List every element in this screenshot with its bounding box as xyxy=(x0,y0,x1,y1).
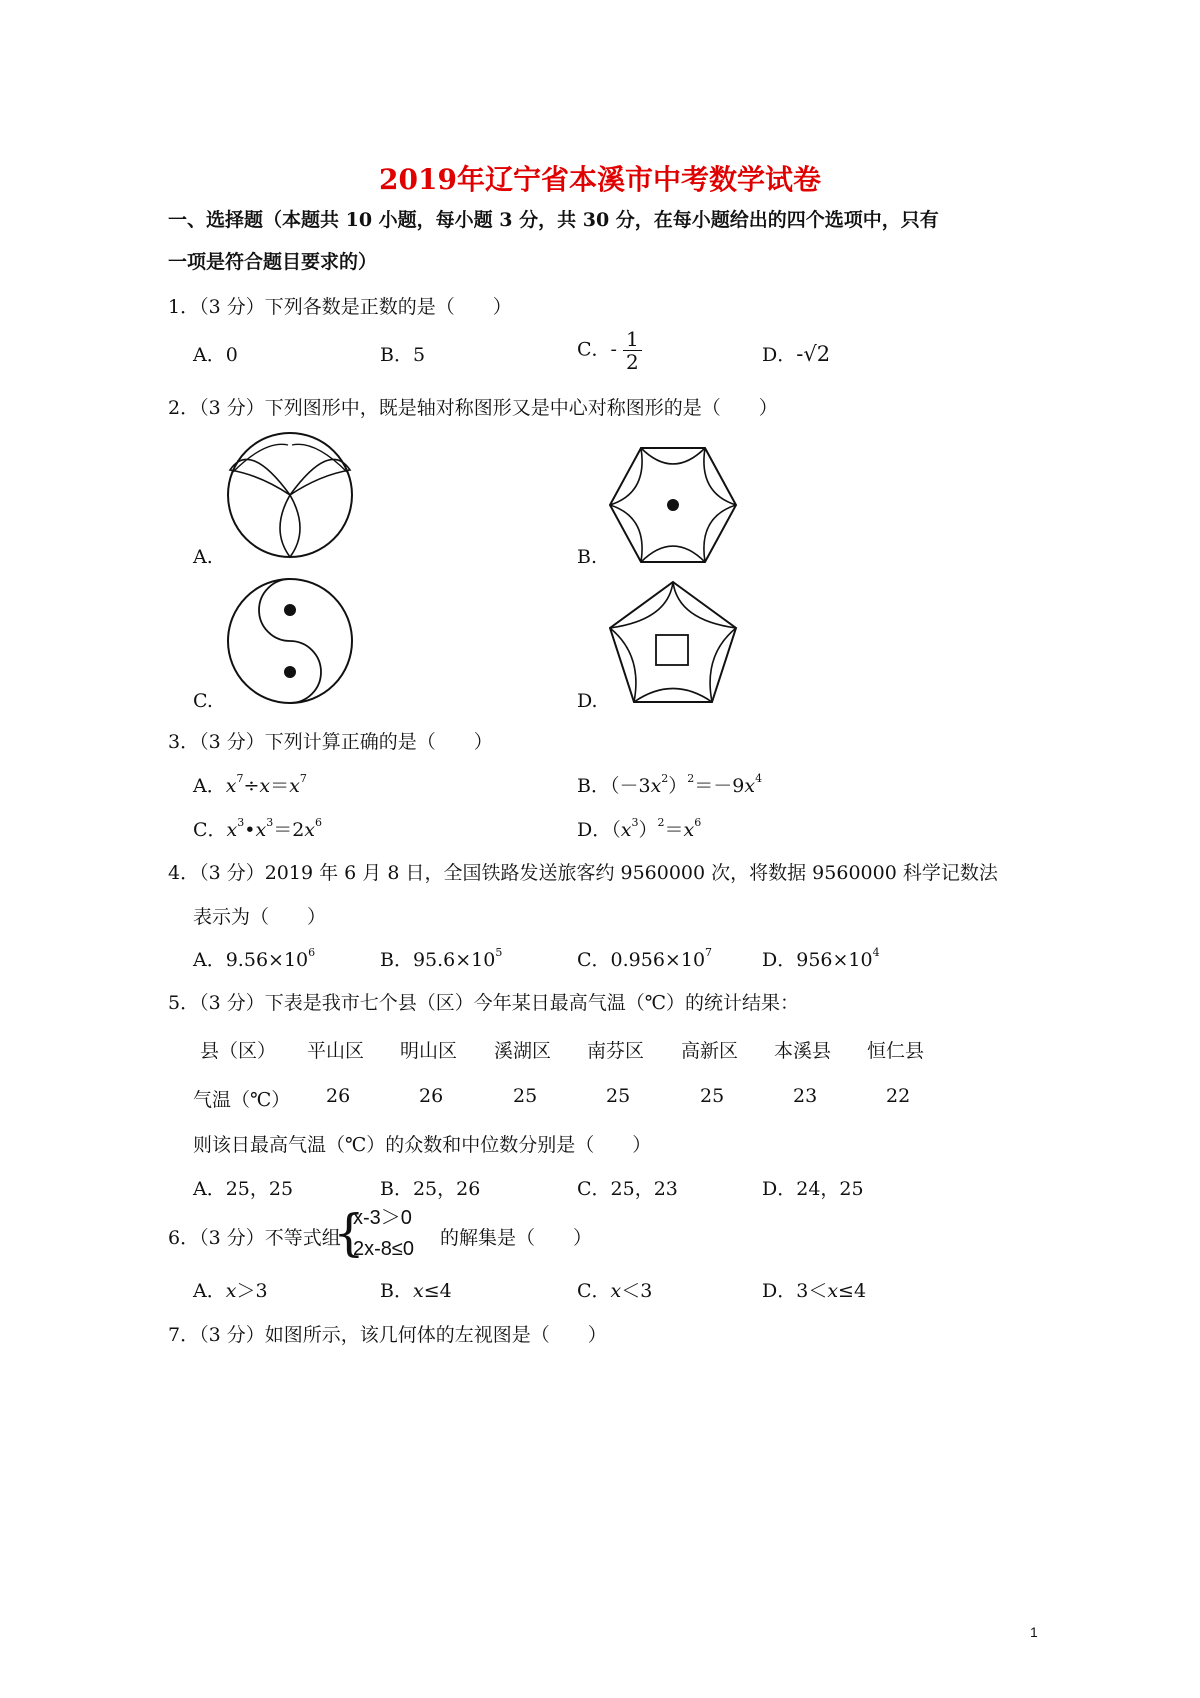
table-header-cell: 溪湖区 xyxy=(494,1040,552,1062)
q6-option-a-label: A． xyxy=(193,1280,226,1302)
q3-option-c-label: C． xyxy=(193,819,227,841)
q5-option-d: D．24，25 xyxy=(762,1178,864,1200)
table-header-cell: 平山区 xyxy=(307,1040,365,1062)
q2-label-c: C. xyxy=(193,690,213,712)
q6-stem-suffix: 的解集是（ ） xyxy=(440,1227,593,1249)
section-heading-line1: 一、选择题（本题共 10 小题，每小题 3 分，共 30 分，在每小题给出的四个选项中，只有 xyxy=(168,209,939,231)
q1-option-c-sign: - xyxy=(610,338,617,361)
table-header-cell: 高新区 xyxy=(681,1040,739,1062)
fraction-numerator: 1 xyxy=(623,328,642,351)
q6-option-d-rest: ≤4 xyxy=(838,1280,867,1302)
q4-option-a xyxy=(193,945,315,972)
q6-option-c-rest: ＜3 xyxy=(621,1280,653,1302)
q6-option-a-var: x xyxy=(225,1280,237,1302)
q1-option-b: B．5 xyxy=(380,344,426,366)
figure-d-pentagon-with-square xyxy=(608,580,738,705)
q1-option-d-value: -√2 xyxy=(796,342,831,366)
q6-option-d-var: x xyxy=(827,1280,839,1302)
table-cell: 25 xyxy=(700,1085,725,1107)
q6-option-a xyxy=(193,1276,268,1303)
q4-option-d-text: D．956×10 xyxy=(762,949,873,971)
q6-option-d-label: D．3＜ xyxy=(762,1280,828,1302)
q3-option-b: B．$(-3x^2)^2=-9x^4$ xyxy=(577,772,763,797)
table-header-cell: 恒仁县 xyxy=(867,1040,925,1062)
q6-option-c-label: C． xyxy=(577,1280,611,1302)
q2-label-d: D. xyxy=(577,690,598,712)
q6-option-a-rest: ＞3 xyxy=(236,1280,268,1302)
fraction-denominator: 2 xyxy=(626,350,639,374)
figure-a-three-petal-circle xyxy=(225,430,355,560)
q5-option-c: C．25，23 xyxy=(577,1178,678,1200)
q4-option-d xyxy=(762,945,880,972)
q3-option-b-label: B． xyxy=(577,775,610,797)
q6-option-b xyxy=(380,1276,452,1303)
q4-option-b-exp: 5 xyxy=(495,946,503,959)
q4-option-a-exp: 6 xyxy=(308,946,316,959)
q2-stem: 2．（3 分）下列图形中，既是轴对称图形又是中心对称图形的是（ ） xyxy=(168,397,778,419)
table-cell: 23 xyxy=(793,1085,818,1107)
q1-option-d xyxy=(762,340,830,367)
q4-option-c xyxy=(577,945,712,972)
q5-option-a: A．25，25 xyxy=(193,1178,294,1200)
q6-option-b-label: B． xyxy=(380,1280,413,1302)
q6-stem-prefix: 6．（3 分）不等式组 xyxy=(168,1227,341,1249)
q1-option-a: A．0 xyxy=(193,344,238,366)
q3-stem: 3．（3 分）下列计算正确的是（ ） xyxy=(168,731,493,753)
system-brace: { xyxy=(333,1204,365,1262)
q6-option-b-rest: ≤4 xyxy=(423,1280,452,1302)
q4-option-c-exp: 7 xyxy=(705,946,713,959)
table-cell: 25 xyxy=(513,1085,538,1107)
section-heading-line2: 一项是符合题目要求的） xyxy=(168,251,378,273)
q1-option-c-fraction xyxy=(623,328,642,373)
q1-option-d-label: D． xyxy=(762,344,797,366)
q4-option-a-text: A．9.56×10 xyxy=(193,949,309,971)
table-header-cell: 县（区） xyxy=(200,1040,277,1062)
q3-option-d: D．$(x^3)^2=x^6$ xyxy=(577,816,702,841)
q6-inequality-2: 2x-8≤0 xyxy=(353,1238,415,1260)
q4-option-d-exp: 4 xyxy=(872,946,880,959)
page-number: 1 xyxy=(1030,1624,1038,1640)
q6-option-b-var: x xyxy=(412,1280,424,1302)
q3-option-c: C．$x^3•x^3=2x^6$ xyxy=(193,816,323,841)
q4-option-b xyxy=(380,945,502,972)
q5-question: 则该日最高气温（℃）的众数和中位数分别是（ ） xyxy=(193,1134,652,1156)
q3-option-a: A．$x^7\div x=x^7$ xyxy=(193,772,307,797)
q7-stem: 7．（3 分）如图所示，该几何体的左视图是（ ） xyxy=(168,1324,607,1346)
q4-option-b-text: B．95.6×10 xyxy=(380,949,496,971)
q2-label-b: B. xyxy=(577,546,598,568)
q5-stem: 5．（3 分）下表是我市七个县（区）今年某日最高气温（℃）的统计结果： xyxy=(168,992,799,1014)
q4-stem-line2: 表示为（ ） xyxy=(193,906,327,928)
q4-stem-line1: 4．（3 分）2019 年 6 月 8 日，全国铁路发送旅客约 9560000 次，将数据 9560000 科学记数法 xyxy=(168,862,998,884)
figure-b-hexagon-with-dot xyxy=(608,445,738,565)
figure-c-yin-yang xyxy=(225,576,355,706)
table-cell: 22 xyxy=(886,1085,911,1107)
table-header-cell: 本溪县 xyxy=(774,1040,832,1062)
q4-option-c-text: C．0.956×10 xyxy=(577,949,706,971)
table-header-cell: 南芬区 xyxy=(587,1040,645,1062)
table-cell: 26 xyxy=(419,1085,444,1107)
q1-stem: 1．（3 分）下列各数是正数的是（ ） xyxy=(168,296,512,318)
q1-option-c xyxy=(577,328,642,373)
q3-option-a-label: A． xyxy=(193,775,226,797)
table-header-cell: 明山区 xyxy=(400,1040,458,1062)
q5-option-b: B．25，26 xyxy=(380,1178,481,1200)
q6-option-d xyxy=(762,1276,866,1303)
table-cell: 25 xyxy=(606,1085,631,1107)
q2-label-a: A. xyxy=(193,546,213,568)
page-title: 2019年辽宁省本溪市中考数学试卷 xyxy=(379,163,821,196)
table-cell: 26 xyxy=(326,1085,351,1107)
q1-option-c-label: C． xyxy=(577,338,611,361)
table-row-label: 气温（℃） xyxy=(193,1089,291,1111)
q6-option-c-var: x xyxy=(610,1280,622,1302)
q6-option-c xyxy=(577,1276,652,1303)
q6-inequality-1: x-3＞0 xyxy=(353,1207,412,1229)
q3-option-d-label: D． xyxy=(577,819,612,841)
